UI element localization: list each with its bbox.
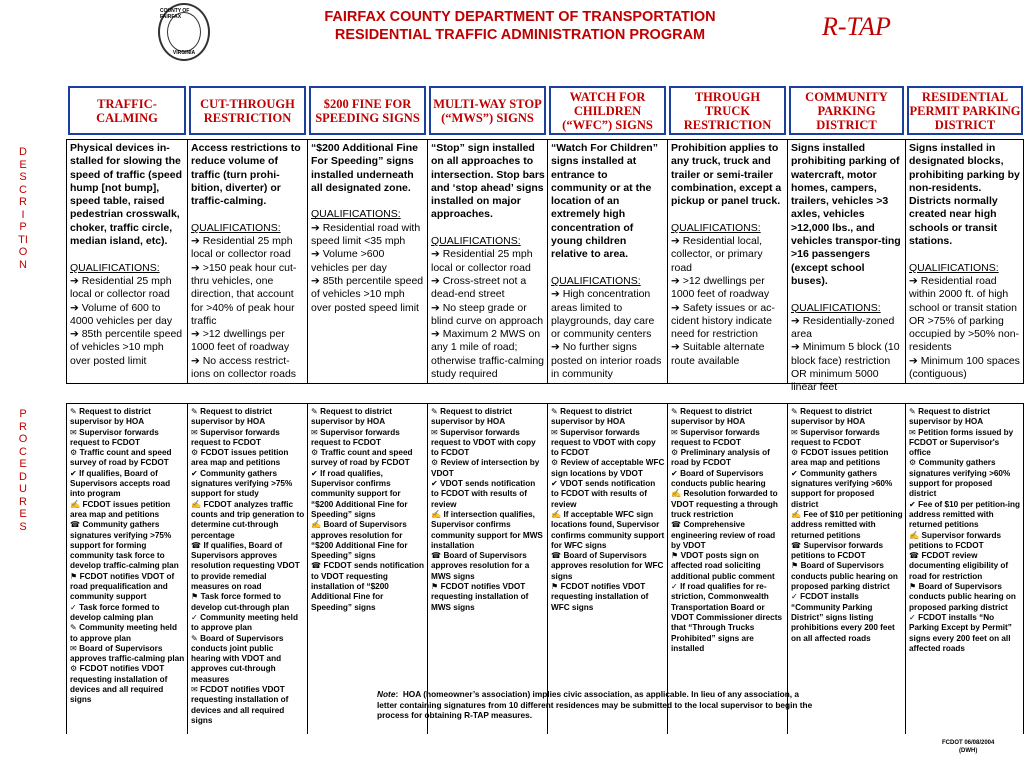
procedure-step bbox=[70, 623, 185, 644]
step-icon: ⚙ bbox=[909, 458, 919, 468]
procedure-step bbox=[70, 448, 185, 469]
step-text: Community gathers signatures verifying >75% support for study bbox=[191, 468, 293, 499]
step-text: If intersection qualifies, Supervisor confirms community support for MWS installation bbox=[431, 509, 543, 550]
row-divider bbox=[66, 383, 1024, 384]
note-label: Note bbox=[377, 689, 396, 699]
procedure-step bbox=[70, 520, 185, 571]
description-text: “Stop” sign installed on all approaches to intersection. Stop bars and ‘stop ahead’ signs installed on major approaches. bbox=[431, 142, 545, 221]
procedure-step bbox=[909, 458, 1021, 499]
procedure-step bbox=[791, 469, 903, 510]
step-text: Request to district supervisor by HOA bbox=[551, 407, 633, 427]
step-icon: ✎ bbox=[909, 407, 919, 416]
procedure-step bbox=[191, 541, 305, 592]
description-text: Signs installed prohibiting parking of watercraft, motor homes, campers, trailers, vehicles >3 axles, vehicles >12,000 lbs., and vehicles transpor-ting >16 passengers (except school buses). bbox=[791, 142, 901, 287]
procedures-cell bbox=[66, 403, 187, 734]
qualification-item: ➔ Volume >600 vehicles per day bbox=[311, 248, 387, 274]
qualification-item: ➔ Suitable alternate route available bbox=[671, 341, 765, 367]
description-cell bbox=[307, 139, 427, 384]
step-text: Supervisor forwards request to FCDOT bbox=[191, 427, 280, 447]
qualification-item: ➔ >150 peak hour cut-thru vehicles, one direction, that account for >40% of peak hour traffic bbox=[191, 261, 297, 327]
procedure-step bbox=[791, 428, 903, 449]
procedure-step bbox=[909, 582, 1021, 613]
procedure-step bbox=[311, 428, 425, 449]
step-icon: ✎ bbox=[70, 407, 80, 416]
step-icon: ⚙ bbox=[551, 458, 561, 468]
step-icon: ⚑ bbox=[191, 592, 201, 602]
procedure-step bbox=[70, 603, 185, 624]
qualification-item: ➔ >12 dwellings per 1000 feet of roadway bbox=[191, 328, 290, 354]
step-text: FCDOT installs “No Parking Except by Permit” signs every 200 feet on all affected roads bbox=[909, 612, 1012, 653]
step-text: FCDOT issues petition area map and petitions bbox=[191, 448, 289, 468]
step-text: Community meeting held to approve plan bbox=[70, 623, 177, 643]
step-icon: ⚑ bbox=[551, 582, 561, 592]
step-text: FCDOT issues petition area map and petitions bbox=[70, 499, 171, 519]
step-icon: ✔ bbox=[909, 499, 919, 509]
procedure-step bbox=[671, 520, 785, 551]
step-icon: ⚑ bbox=[671, 551, 681, 561]
procedures-cell bbox=[547, 403, 667, 734]
procedure-step bbox=[551, 458, 665, 479]
step-text: Request to district supervisor by HOA bbox=[431, 407, 513, 427]
qualification-item: ➔ Safety issues or ac-cident history indicate need for restriction bbox=[671, 301, 775, 341]
step-text: Request to district supervisor by HOA bbox=[191, 407, 273, 427]
step-icon: ✎ bbox=[311, 407, 321, 416]
step-text: Request to district supervisor by HOA bbox=[909, 407, 991, 427]
procedure-step bbox=[791, 592, 903, 643]
procedure-step bbox=[791, 448, 903, 469]
qualification-item: ➔ Residential road with speed limit <35 mph bbox=[311, 221, 421, 248]
seal-top-text: COUNTY OF FAIRFAX bbox=[160, 8, 190, 20]
description-cell bbox=[66, 139, 187, 384]
step-icon: ✉ bbox=[551, 427, 561, 437]
step-icon: ✓ bbox=[909, 612, 919, 622]
step-icon: ✔ bbox=[191, 468, 201, 478]
step-text: Comprehensive engineering review of road by VDOT bbox=[671, 520, 776, 550]
qualifications-label: QUALIFICATIONS: bbox=[791, 301, 881, 314]
column-heading: RESIDENTIAL PERMIT PARKING DISTRICT bbox=[907, 86, 1023, 135]
procedures-cell bbox=[187, 403, 307, 734]
step-text: Request to district supervisor by HOA bbox=[311, 407, 393, 427]
step-text: Supervisor forwards request to FCDOT bbox=[311, 427, 400, 447]
qualifications-label: QUALIFICATIONS: bbox=[431, 235, 521, 248]
qualifications-label: QUALIFICATIONS: bbox=[191, 221, 281, 234]
procedure-step bbox=[909, 551, 1021, 582]
qualification-item: ➔ No access restrict-ions on collector roads bbox=[191, 354, 297, 381]
step-text: FCDOT notifies VDOT of road prequalification and community support bbox=[70, 571, 175, 602]
column-heading: $200 FINE FOR SPEEDING SIGNS bbox=[309, 86, 426, 135]
procedure-step bbox=[191, 407, 305, 428]
step-text: Supervisor forwards petitions to FCDOT bbox=[791, 540, 884, 561]
step-icon: ⚑ bbox=[70, 571, 80, 581]
procedure-step bbox=[191, 469, 305, 500]
step-icon: ✔ bbox=[791, 468, 801, 478]
procedure-step bbox=[70, 572, 185, 603]
procedure-step bbox=[70, 500, 185, 521]
footer-line-1: FCDOT 06/08/2004 bbox=[942, 740, 995, 746]
description-cell bbox=[787, 139, 905, 394]
step-icon: ✉ bbox=[791, 427, 801, 437]
column-heading: MULTI-WAY STOP (“MWS”) SIGNS bbox=[429, 86, 546, 135]
procedure-step bbox=[311, 448, 425, 469]
procedure-step bbox=[909, 613, 1021, 654]
step-icon: ✔ bbox=[551, 479, 561, 489]
qualification-item: ➔ 85th percentile speed of vehicles >10 mph over posted speed limit bbox=[311, 274, 424, 314]
step-text: If road qualifies for re-striction, Commonwealth Transportation Board or VDOT Commissioner directs that “Through Trucks Prohibited” signs are installed bbox=[671, 582, 783, 653]
step-text: Community gathers signatures verifying >75% support for forming community task force to develop traffic-calming plan bbox=[70, 520, 179, 571]
qualifications-label: QUALIFICATIONS: bbox=[311, 208, 401, 221]
step-icon: ✎ bbox=[431, 407, 441, 416]
step-text: FCDOT issues petition area map and petitions bbox=[791, 448, 889, 468]
procedure-step bbox=[909, 407, 1021, 428]
step-icon: ✉ bbox=[909, 427, 919, 437]
procedure-step bbox=[191, 592, 305, 613]
step-text: Resolution forwarded to VDOT requesting a through truck restriction bbox=[671, 489, 778, 519]
qualifications-label: QUALIFICATIONS: bbox=[70, 261, 160, 274]
procedure-step bbox=[671, 582, 785, 654]
qualification-item: ➔ Residential 25 mph local or collector road bbox=[431, 248, 533, 274]
description-text: Access restrictions to reduce volume of traffic (turn prohi-bition, diverter) or traffic-calming. bbox=[191, 142, 301, 208]
qualification-item: ➔ Maximum 2 MWS on any 1 mile of road; otherwise traffic-calming study required bbox=[431, 328, 545, 381]
procedure-step bbox=[431, 428, 545, 459]
description-cell bbox=[905, 139, 1024, 384]
qualification-item: ➔ 85th percentile speed of vehicles >10 mph over posted limit bbox=[70, 328, 183, 367]
procedure-step bbox=[70, 469, 185, 500]
step-icon: ✎ bbox=[551, 407, 561, 416]
column-heading: CUT-THROUGH RESTRICTION bbox=[189, 86, 306, 135]
step-icon: ✔ bbox=[70, 468, 80, 478]
procedure-step bbox=[311, 520, 425, 561]
procedures-cell bbox=[787, 403, 905, 734]
step-icon: ✉ bbox=[191, 427, 201, 437]
procedure-step bbox=[70, 428, 185, 449]
procedure-step bbox=[909, 428, 1021, 459]
step-icon: ✔ bbox=[671, 468, 681, 478]
procedure-step bbox=[431, 407, 545, 428]
qualifications-label: QUALIFICATIONS: bbox=[671, 221, 761, 234]
step-icon: ⚙ bbox=[191, 448, 201, 458]
column-heading: THROUGH TRUCK RESTRICTION bbox=[669, 86, 786, 135]
step-text: Board of Supervisors conducts public hearing on proposed parking district bbox=[791, 561, 898, 592]
step-text: Request to district supervisor by HOA bbox=[671, 407, 753, 427]
procedure-step bbox=[191, 634, 305, 685]
step-text: Supervisor forwards request to FCDOT bbox=[70, 427, 159, 447]
step-text: FCDOT notifies VDOT requesting installation of devices and all required signs bbox=[191, 685, 289, 725]
description-text: Prohibition applies to any truck, truck and trailer or semi-trailer combination, except a pickup or panel truck. bbox=[671, 142, 782, 208]
step-text: FCDOT analyzes traffic counts and trip generation to determine cut-through percentage bbox=[191, 499, 305, 540]
description-text: “$200 Additional Fine For Speeding” signs installed underneath all designated zone. bbox=[311, 142, 418, 194]
procedure-step bbox=[791, 561, 903, 592]
step-icon: ✍ bbox=[431, 509, 444, 519]
step-text: FCDOT installs “Community Parking District” signs listing prohibitions every 200 feet on all affected roads bbox=[791, 592, 895, 643]
step-text: Request to district supervisor by HOA bbox=[791, 407, 873, 427]
step-text: Review of acceptable WFC sign locations by VDOT bbox=[551, 458, 665, 478]
program-name: R-TAP bbox=[822, 12, 891, 41]
procedure-step bbox=[909, 531, 1021, 552]
procedure-step bbox=[551, 407, 665, 428]
step-text: Board of Supervisors approves resolution for “$200 Additional Fine for Speeding” signs bbox=[311, 520, 408, 561]
procedure-step bbox=[70, 664, 185, 705]
footer bbox=[942, 739, 994, 755]
qualification-item: ➔ Minimum 5 block (10 block face) restriction OR minimum 5000 linear feet bbox=[791, 341, 900, 394]
procedure-step bbox=[791, 541, 903, 562]
step-icon: ✓ bbox=[671, 582, 681, 592]
step-icon: ⚙ bbox=[70, 448, 80, 458]
step-icon: ⚙ bbox=[70, 664, 80, 674]
procedure-step bbox=[791, 407, 903, 428]
step-icon: ☎ bbox=[311, 561, 324, 571]
step-icon: ✎ bbox=[671, 407, 681, 416]
step-icon: ☎ bbox=[551, 551, 564, 561]
procedure-step bbox=[311, 469, 425, 520]
step-icon: ✍ bbox=[909, 530, 922, 540]
step-icon: ✍ bbox=[191, 499, 204, 509]
step-text: VDOT sends notification to FCDOT with results of review bbox=[551, 479, 656, 509]
procedure-step bbox=[70, 644, 185, 665]
procedure-step bbox=[551, 428, 665, 459]
description-cell bbox=[547, 139, 667, 384]
step-icon: ✉ bbox=[70, 643, 80, 653]
procedures-cell bbox=[307, 403, 427, 734]
step-icon: ✉ bbox=[671, 427, 681, 437]
description-cell bbox=[187, 139, 307, 384]
qualifications-label: QUALIFICATIONS: bbox=[909, 261, 999, 274]
column-heading: TRAFFIC-CALMING bbox=[68, 86, 186, 135]
step-text: Board of Supervisors approves resolution for WFC signs bbox=[551, 551, 664, 581]
procedure-step bbox=[431, 458, 545, 479]
step-text: Review of intersection by VDOT bbox=[431, 458, 540, 478]
step-icon: ⚑ bbox=[909, 582, 919, 592]
column-heading: COMMUNITY PARKING DISTRICT bbox=[789, 86, 904, 135]
step-text: Community gathers signatures verifying >60% support for proposed district bbox=[909, 458, 1011, 499]
step-icon: ✉ bbox=[70, 427, 80, 437]
step-text: Preliminary analysis of road by FCDOT bbox=[671, 448, 770, 468]
qualification-item: ➔ Volume of 600 to 4000 vehicles per day bbox=[70, 301, 173, 327]
qualification-item: ➔ Residential local, collector, or primary road bbox=[671, 235, 763, 274]
note-text: HOA (homeowner’s association) implies civic association, as applicable. In lieu of any association, a letter containing signatures from 10 different residences may be submitted to the local supervisor to begin the process for obtaining R-TAP measures. bbox=[377, 689, 813, 720]
step-icon: ✔ bbox=[431, 479, 441, 489]
step-text: Supervisor forwards request to FCDOT bbox=[791, 427, 880, 447]
procedure-step bbox=[909, 500, 1021, 531]
step-text: Fee of $10 per petition-ing address remitted with returned petitions bbox=[909, 499, 1021, 530]
step-text: Community meeting held to approve plan bbox=[191, 612, 298, 633]
qualification-item: ➔ No further signs posted on interior roads in community bbox=[551, 341, 662, 381]
step-text: FCDOT review documenting eligibility of road for restriction bbox=[909, 551, 1009, 581]
step-text: FCDOT sends notification to VDOT requesting installation of “$200 Additional Fine for Speeding” signs bbox=[311, 561, 425, 612]
procedure-step bbox=[70, 407, 185, 428]
step-text: FCDOT notifies VDOT requesting installation of devices and all required signs bbox=[70, 664, 168, 705]
procedure-step bbox=[551, 479, 665, 510]
step-icon: ☎ bbox=[909, 551, 922, 561]
step-icon: ✎ bbox=[70, 623, 80, 633]
step-text: Supervisor forwards request to VDOT with copy to FCDOT bbox=[431, 427, 536, 458]
step-icon: ☎ bbox=[70, 520, 83, 530]
step-text: If acceptable WFC sign locations found, Supervisor confirms community support for WFC signs bbox=[551, 509, 665, 550]
qualification-item: ➔ Residential 25 mph local or collector road bbox=[191, 235, 293, 261]
step-text: Supervisor forwards request to FCDOT bbox=[671, 427, 760, 447]
procedure-step bbox=[311, 407, 425, 428]
procedure-step bbox=[311, 561, 425, 612]
step-text: FCDOT notifies VDOT requesting installation of MWS signs bbox=[431, 582, 529, 612]
step-icon: ☎ bbox=[191, 540, 204, 550]
qualification-item: ➔ No steep grade or blind curve on approach bbox=[431, 301, 544, 327]
step-text: Board of Supervisors approves traffic-calming plan bbox=[70, 643, 185, 664]
qualification-item: ➔ Residential road within 2000 ft. of high school or transit station OR >75% of parking occupied by >50% non-residents bbox=[909, 274, 1020, 354]
procedure-step bbox=[431, 582, 545, 613]
description-text: “Watch For Children” signs installed at entrance to community or at the location of an extremely high concentration of young children relative to area. bbox=[551, 142, 658, 261]
procedure-step bbox=[431, 510, 545, 551]
column-heading: WATCH FOR CHILDREN (“WFC”) SIGNS bbox=[549, 86, 666, 135]
step-text: Board of Supervisors conducts joint public hearing with VDOT and approves cut-through measures bbox=[191, 633, 284, 684]
procedure-step bbox=[431, 479, 545, 510]
procedures-cell bbox=[667, 403, 787, 734]
page-title bbox=[250, 8, 790, 44]
step-text: If qualifies, Board of Supervisors approves resolution requesting VDOT to provide remedial measures on road bbox=[191, 540, 300, 592]
step-text: Fee of $10 per petitioning address remitted with returned petitions bbox=[791, 509, 903, 540]
step-icon: ✎ bbox=[791, 407, 801, 416]
title-line-2: RESIDENTIAL TRAFFIC ADMINISTRATION PROGRAM bbox=[334, 27, 706, 43]
title-line-1: FAIRFAX COUNTY DEPARTMENT OF TRANSPORTATION bbox=[324, 9, 716, 25]
procedures-cell bbox=[427, 403, 547, 734]
step-text: Board of Supervisors conducts public hearing bbox=[671, 468, 766, 489]
step-icon: ⚙ bbox=[311, 448, 321, 458]
procedure-step bbox=[671, 407, 785, 428]
step-text: Supervisor forwards petitions to FCDOT bbox=[909, 530, 1002, 550]
step-text: If qualifies, Board of Supervisors accepts road into program bbox=[70, 468, 171, 499]
step-icon: ⚙ bbox=[791, 448, 801, 458]
step-text: Petition forms issued by FCDOT or Supervisor's office bbox=[909, 427, 1014, 458]
step-text: FCDOT notifies VDOT requesting installation of WFC signs bbox=[551, 582, 649, 612]
step-text: Traffic count and speed survey of road by FCDOT bbox=[70, 448, 172, 468]
qualification-item: ➔ High concentration areas limited to playgrounds, day care or community centers bbox=[551, 288, 655, 341]
step-icon: ✎ bbox=[191, 407, 201, 416]
step-icon: ✉ bbox=[191, 685, 201, 695]
step-text: Task force formed to develop cut-through plan bbox=[191, 592, 290, 612]
qualification-item: ➔ >12 dwellings per 1000 feet of roadway bbox=[671, 274, 770, 301]
step-icon: ✍ bbox=[671, 489, 684, 499]
step-icon: ⚑ bbox=[431, 582, 441, 592]
step-text: VDOT posts sign on affected road soliciting additional public comment bbox=[671, 551, 775, 581]
procedures-cell bbox=[905, 403, 1024, 734]
procedure-step bbox=[551, 510, 665, 551]
procedure-step bbox=[791, 510, 903, 541]
procedure-step bbox=[191, 613, 305, 634]
qualification-item: ➔ Residential 25 mph local or collector road bbox=[70, 274, 172, 301]
step-text: Request to district supervisor by HOA bbox=[70, 407, 152, 427]
step-icon: ✓ bbox=[191, 612, 201, 622]
step-icon: ✉ bbox=[431, 427, 441, 437]
step-icon: ✓ bbox=[791, 592, 801, 602]
qualifications-label: QUALIFICATIONS: bbox=[551, 274, 641, 287]
step-icon: ⚙ bbox=[431, 458, 441, 468]
step-icon: ☎ bbox=[791, 540, 804, 550]
step-icon: ☎ bbox=[431, 551, 444, 561]
step-icon: ✎ bbox=[191, 633, 201, 643]
seal-bottom-text: VIRGINIA bbox=[172, 50, 196, 56]
procedure-step bbox=[671, 428, 785, 449]
procedure-step bbox=[671, 489, 785, 520]
step-text: Task force formed to develop calming plan bbox=[70, 602, 160, 622]
step-text: Board of Supervisors approves resolution for a MWS signs bbox=[431, 551, 530, 581]
side-label-description: DESCRIPTION bbox=[18, 146, 28, 271]
procedure-step bbox=[551, 551, 665, 582]
description-text: Physical devices in-stalled for slowing the speed of traffic (speed hump [not bump], speed table, raised pedestrian crosswalk, choker, traffic circle, median island, etc). bbox=[70, 142, 183, 248]
qualification-item: ➔ Residentially-zoned area bbox=[791, 314, 895, 341]
step-text: Community gathers signatures verifying >60% support for proposed district bbox=[791, 468, 893, 509]
step-icon: ✍ bbox=[311, 520, 324, 530]
procedure-step bbox=[551, 582, 665, 613]
step-icon: ✉ bbox=[311, 427, 321, 437]
step-text: Board of Supervisors conducts public hearing on proposed parking district bbox=[909, 582, 1016, 612]
footer-line-2: (DWH) bbox=[959, 748, 978, 754]
procedure-step bbox=[191, 685, 305, 726]
county-seal bbox=[158, 3, 210, 61]
description-cell bbox=[427, 139, 547, 384]
step-text: Traffic count and speed survey of road by FCDOT bbox=[311, 448, 413, 468]
procedure-step bbox=[191, 500, 305, 541]
procedure-step bbox=[671, 448, 785, 469]
step-text: Supervisor forwards request to VDOT with copy to FCDOT bbox=[551, 427, 656, 458]
step-text: VDOT sends notification to FCDOT with results of review bbox=[431, 479, 536, 509]
step-icon: ⚑ bbox=[791, 561, 801, 571]
step-icon: ✍ bbox=[70, 499, 83, 509]
qualification-item: ➔ Minimum 100 spaces (contiguous) bbox=[909, 354, 1020, 381]
rtap-table bbox=[66, 86, 1024, 734]
step-icon: ☎ bbox=[671, 520, 684, 530]
procedure-step bbox=[191, 448, 305, 469]
qualification-item: ➔ Cross-street not a dead-end street bbox=[431, 274, 527, 301]
step-icon: ✍ bbox=[551, 509, 564, 519]
description-cell bbox=[667, 139, 787, 384]
procedure-step bbox=[431, 551, 545, 582]
step-icon: ✓ bbox=[70, 602, 80, 612]
procedure-step bbox=[671, 551, 785, 582]
description-text: Signs installed in designated blocks, prohibiting parking by non-residents. Districts normally created near high schools or transit stations. bbox=[909, 142, 1020, 248]
note: Note: HOA (homeowner’s association) implies civic association, as applicable. In lieu of any association, a letter containing signatures from 10 different residences may be submitted to the local supervisor to begin the process for obtaining R-TAP measures. bbox=[377, 689, 813, 720]
procedure-step bbox=[671, 469, 785, 490]
step-icon: ✍ bbox=[791, 509, 804, 519]
procedure-step bbox=[191, 428, 305, 449]
step-icon: ⚙ bbox=[671, 448, 681, 458]
step-text: If road qualifies, Supervisor confirms community support for “$200 Additional Fine for Speeding” signs bbox=[311, 468, 408, 519]
side-label-procedures: PROCEDURES bbox=[18, 408, 28, 533]
step-icon: ✔ bbox=[311, 468, 321, 478]
